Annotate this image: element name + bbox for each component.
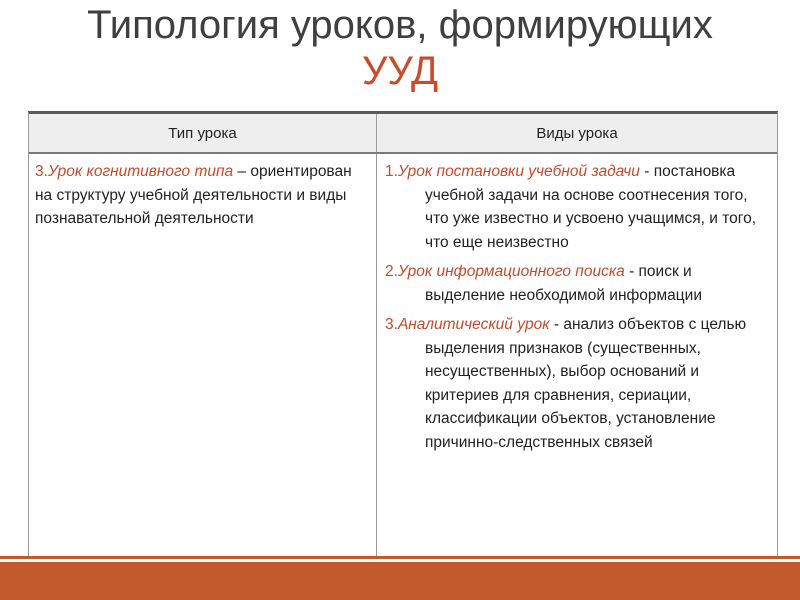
footer-bar — [0, 562, 800, 600]
table-row — [29, 154, 777, 559]
left-number: 3. — [35, 163, 48, 180]
header-lesson-kinds: Виды урока — [536, 124, 618, 142]
lesson-types-table — [28, 111, 778, 559]
slide-title — [0, 2, 800, 94]
header-lesson-type: Тип урока — [29, 114, 377, 152]
item-number: 1. — [385, 163, 398, 180]
table-header — [29, 114, 777, 154]
list-item — [385, 313, 773, 454]
item-description: - поиск и выделение необходимой информации — [425, 263, 702, 304]
item-number: 2. — [385, 263, 398, 280]
left-description: – ориентирован на структуру учебной деятельности и виды познавательной деятельности — [35, 163, 352, 227]
item-term: Аналитический урок — [397, 316, 550, 333]
title-line-1: Типология уроков, формирующих — [87, 3, 713, 47]
list-item — [385, 160, 773, 254]
cell-lesson-type — [29, 154, 377, 559]
title-line-2: УУД — [361, 49, 439, 93]
divider — [0, 556, 800, 559]
item-description: - постановка учебной задачи на основе соотнесения того, что уже известно и усвоено учащимся, и того, что еще неизвестно — [425, 163, 757, 251]
left-term: Урок когнитивного типа — [47, 163, 234, 180]
item-description: - анализ объектов с целью выделения признаков (существенных, несущественных), выбор оснований и критериев для сравнения, сериации, классификации объектов, установление причинно-следственных связей — [425, 316, 747, 451]
cell-lesson-kinds — [377, 154, 777, 559]
item-number: 3. — [385, 316, 398, 333]
item-term: Урок информационного поиска — [397, 263, 625, 280]
item-term: Урок постановки учебной задачи — [397, 163, 640, 180]
list-item — [385, 260, 773, 307]
